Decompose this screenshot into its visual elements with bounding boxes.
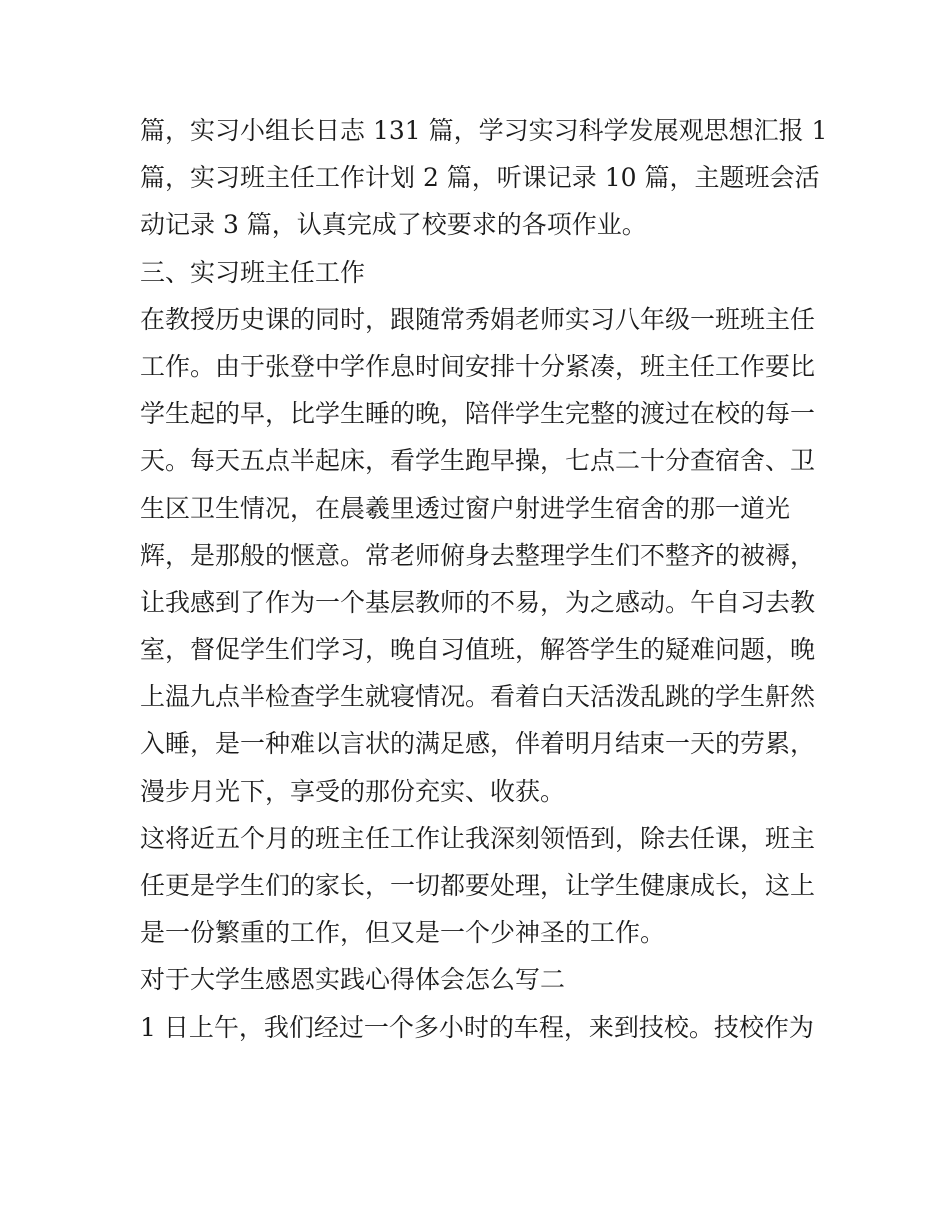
text-line: 漫步月光下，享受的那份充实、收获。: [140, 776, 566, 806]
text-line: 是一份繁重的工作，但又是一个少神圣的工作。: [140, 918, 666, 948]
text-line: 入睡，是一种难以言状的满足感，伴着明月结束一天的劳累，: [140, 729, 816, 759]
text-line: 辉，是那般的惬意。常老师俯身去整理学生们不整齐的被褥，: [140, 540, 816, 570]
text-line: 生区卫生情况，在晨羲里透过窗户射进学生宿舍的那一道光: [140, 493, 791, 523]
section-heading: 三、实习班主任工作: [140, 257, 366, 287]
document-body: [140, 107, 828, 1051]
text-line: 学生起的早，比学生睡的晚，陪伴学生完整的渡过在校的每一: [140, 399, 816, 429]
text-line: 室，督促学生们学习，晚自习值班，解答学生的疑难问题，晚: [140, 635, 816, 665]
text-line: 篇，实习班主任工作计划 2 篇，听课记录 10 篇，主题班会活: [140, 163, 820, 193]
text-line: 任更是学生们的家长，一切都要处理，让学生健康成长，这上: [140, 871, 816, 900]
text-line: 1 日上午，我们经过一个多小时的车程，来到技校。技校作为: [140, 1012, 814, 1042]
text-line: 天。每天五点半起床，看学生跑早操，七点二十分查宿舍、卫: [140, 446, 816, 476]
text-line: 动记录 3 篇，认真完成了校要求的各项作业。: [140, 210, 647, 240]
text-line: 篇，实习小组长日志 131 篇，学习实习科学发展观思想汇报 1: [140, 116, 828, 145]
text-line: 让我感到了作为一个基层教师的不易，为之感动。午自习去教: [140, 587, 816, 617]
text-line: 上温九点半检查学生就寝情况。看着白天活泼乱跳的学生鼾然: [140, 682, 816, 712]
text-line: 在教授历史课的同时，跟随常秀娟老师实习八年级一班班主任: [140, 304, 816, 334]
section-heading: 对于大学生感恩实践心得体会怎么写二: [140, 965, 566, 995]
text-line: 工作。由于张登中学作息时间安排十分紧凑，班主任工作要比: [140, 351, 816, 381]
text-line: 这将近五个月的班主任工作让我深刻领悟到，除去任课，班主: [140, 823, 816, 853]
